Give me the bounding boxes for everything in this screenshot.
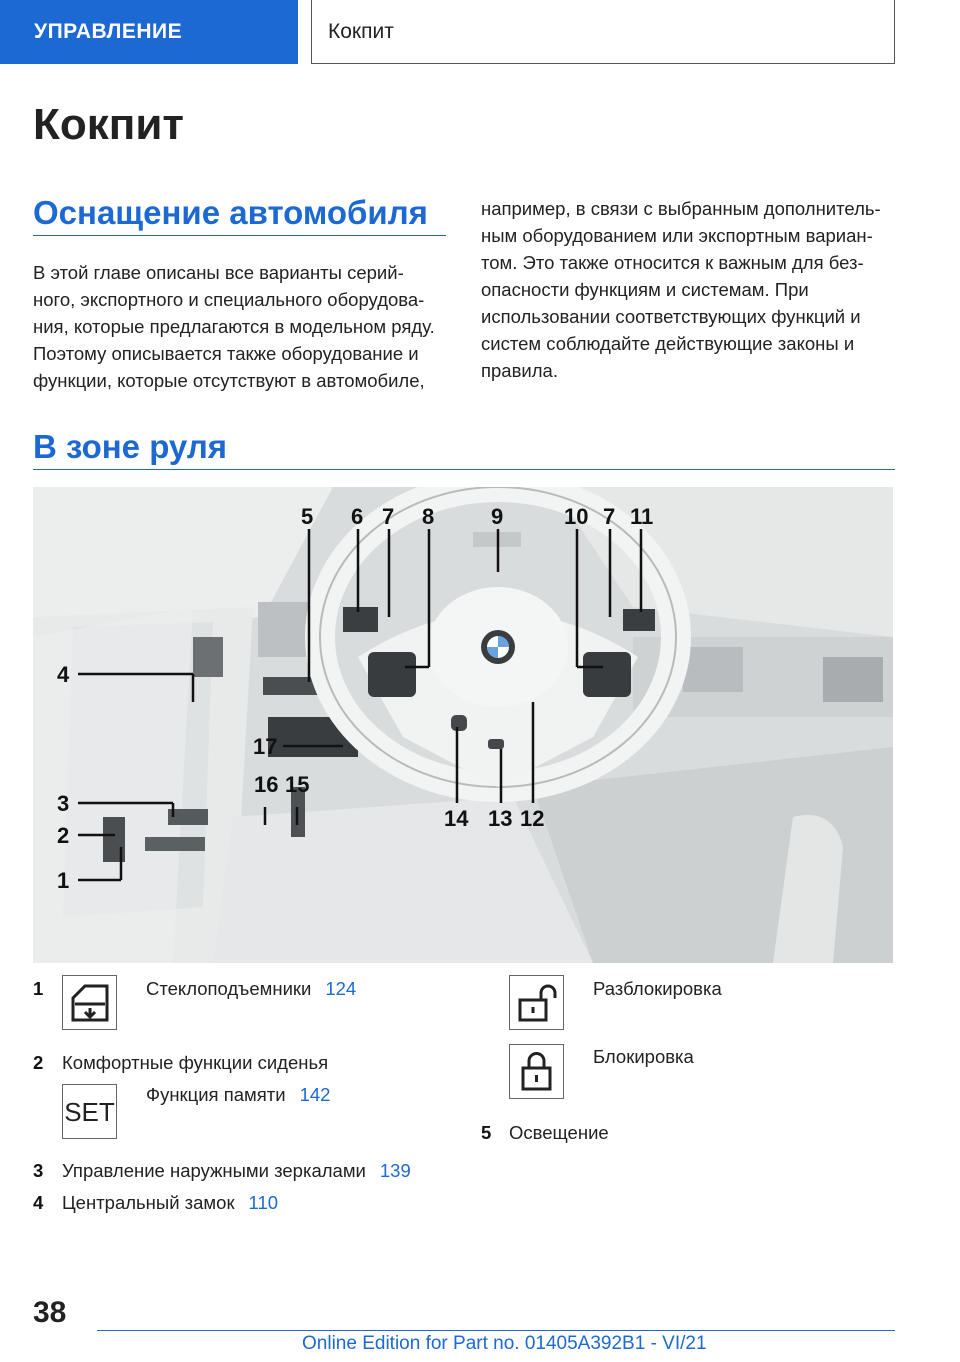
text-line: систем соблюдайте действующие законы и: [481, 333, 855, 354]
legend-item-windows: [146, 978, 356, 1000]
text-line: опасности функциям и системам. При: [481, 279, 809, 300]
text-line: использовании соответствующих функций и: [481, 306, 861, 327]
callout-label: 14: [444, 806, 469, 831]
footer-edition: Online Edition for Part no. 01405A392B1 - VI/21: [302, 1333, 707, 1354]
callout-label: 2: [57, 823, 70, 848]
legend-number: 1: [33, 978, 44, 999]
page-title: Кокпит: [33, 100, 184, 149]
callout-label: 5: [301, 504, 314, 529]
callout-label: 7: [382, 504, 395, 529]
legend-item-memory: [146, 1084, 330, 1106]
equipment-heading: Оснащение автомобиля: [33, 194, 428, 231]
section-header: Кокпит: [311, 0, 895, 64]
window-lift-icon: [62, 975, 117, 1030]
legend-number: 3: [33, 1160, 44, 1181]
page-number: 38: [33, 1296, 67, 1329]
text-line: правила.: [481, 360, 558, 381]
legend-number: 2: [33, 1052, 44, 1073]
callout-label: 12: [520, 806, 545, 831]
legend-item-mirrors: [62, 1160, 411, 1182]
set-icon-text: SET: [64, 1097, 115, 1127]
page-reference-link[interactable]: 142: [299, 1084, 331, 1105]
cockpit-illustration: [33, 487, 893, 963]
legend-text: Центральный замок: [62, 1192, 235, 1213]
legend-text: Функция памяти: [146, 1084, 286, 1105]
set-button-icon: [62, 1084, 117, 1139]
text-line: ния, которые предлагаются в модельном ряду.: [33, 316, 435, 337]
text-line: ного, экспортного и специального оборудова-: [33, 289, 425, 310]
legend-text: Управление наружными зеркалами: [62, 1160, 366, 1181]
legend-item-lighting: Освещение: [509, 1122, 609, 1143]
callout-label: 17: [253, 734, 278, 759]
callout-label: 11: [630, 504, 654, 529]
equipment-rule: [33, 235, 446, 236]
equipment-text-col2: [481, 195, 901, 384]
callout-label: 9: [491, 504, 504, 529]
text-line: В этой главе описаны все варианты серий-: [33, 262, 404, 283]
steering-heading: В зоне руля: [33, 428, 228, 465]
callout-label: 8: [422, 504, 435, 529]
callout-label: 6: [351, 504, 364, 529]
callout-label: 3: [57, 791, 70, 816]
text-line: Поэтому описывается также оборудование и: [33, 343, 419, 364]
unlock-icon: [509, 975, 564, 1030]
text-line: том. Это также относится к важным для без-: [481, 252, 864, 273]
legend-number: 4: [33, 1192, 44, 1213]
legend-item-lock: Блокировка: [593, 1046, 694, 1067]
legend-text: Стеклоподъемники: [146, 978, 312, 999]
legend-item-unlock: Разблокировка: [593, 978, 722, 999]
lock-icon: [509, 1044, 564, 1099]
page-reference-link[interactable]: 124: [325, 978, 357, 999]
legend-item-central-lock: [62, 1192, 278, 1214]
chapter-tab: УПРАВЛЕНИЕ: [0, 0, 298, 64]
callout-label: 13: [488, 806, 513, 831]
steering-rule: [33, 469, 895, 470]
cockpit-drawing: [33, 487, 893, 963]
legend-item-seat-comfort: Комфортные функции сиденья: [62, 1052, 329, 1073]
callout-label: 10: [564, 504, 589, 529]
footer-rule: [97, 1330, 895, 1331]
callout-label: 7: [603, 504, 616, 529]
equipment-text-col1: [33, 259, 453, 394]
callout-label: 15: [285, 772, 310, 797]
callout-label: 16: [254, 772, 279, 797]
text-line: например, в связи с выбранным дополнитель-: [481, 198, 881, 219]
page-reference-link[interactable]: 110: [248, 1192, 279, 1213]
callout-label: 1: [57, 868, 70, 893]
text-line: ным оборудованием или экспортным вариан-: [481, 225, 873, 246]
legend-number: 5: [481, 1122, 492, 1143]
callout-label: 4: [57, 662, 70, 687]
text-line: функции, которые отсутствуют в автомобиле,: [33, 370, 425, 391]
page-reference-link[interactable]: 139: [379, 1160, 411, 1181]
